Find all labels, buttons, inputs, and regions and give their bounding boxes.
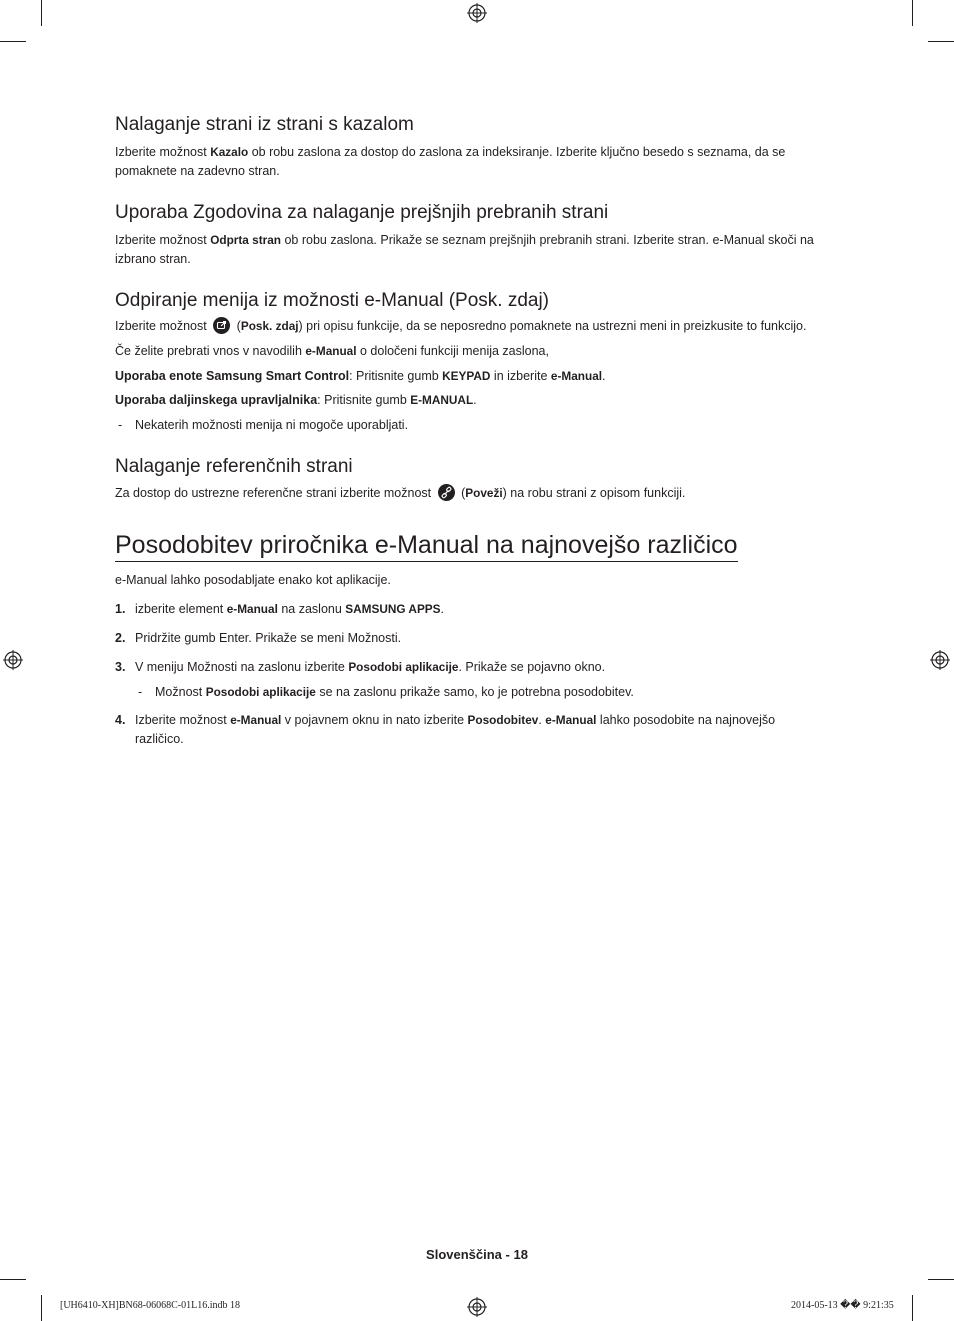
emanual-term: e-Manual: [550, 369, 603, 383]
crop-mark: [41, 1295, 42, 1321]
posodobitev-term: Posodobitev: [467, 713, 539, 727]
text-run: .: [538, 713, 546, 727]
text-run: se na zaslonu prikaže samo, ko je potrebna posodobitev.: [315, 685, 634, 699]
samsung-apps-term: SAMSUNG APPS: [345, 602, 441, 616]
text-run: lahko posodobite na najnovejšo različico.: [135, 713, 776, 746]
step-4: [135, 711, 800, 749]
odprta-stran-option: Odprta stran: [210, 233, 281, 247]
text-run: : Pritisnite gumb: [349, 369, 443, 383]
text-run: v pojavnem oknu in nato izberite: [281, 713, 468, 727]
page-number: Slovenščina - 18: [426, 1247, 528, 1262]
registration-mark-icon: [930, 650, 950, 670]
emanual-button-term: E-MANUAL: [410, 393, 474, 407]
text-run: .: [602, 369, 606, 383]
text-run: Pridržite gumb Enter. Prikaže se meni Možnosti.: [135, 631, 402, 645]
text-run: na zaslonu: [277, 602, 346, 616]
crop-mark: [928, 1279, 954, 1280]
step-1: [135, 600, 835, 619]
main-title: Posodobitev priročnika e-Manual na najnovejšo različico: [115, 531, 738, 562]
text-run: ) pri opisu funkcije, da se neposredno pomaknete na ustrezni meni in preizkusite to funkcijo.: [298, 319, 807, 333]
text-run: Če želite prebrati vnos v navodilih: [115, 344, 306, 358]
text-run: .: [440, 602, 445, 616]
try-now-icon: [213, 317, 230, 334]
text-run: Izberite možnost: [135, 713, 231, 727]
registration-mark-icon: [3, 650, 23, 670]
note-dash: -: [138, 685, 143, 699]
text-run: o določeni funkciji menija zaslona,: [356, 344, 549, 358]
text-run: V meniju Možnosti na zaslonu izberite: [135, 660, 349, 674]
link-icon: [438, 484, 455, 501]
emanual-term: e-Manual: [545, 713, 597, 727]
text-run: in izberite: [490, 369, 551, 383]
text-run: (: [236, 319, 241, 333]
registration-mark-icon: [467, 1297, 487, 1317]
section-text-zgodovina: [115, 231, 835, 269]
step-number: 3.: [115, 660, 126, 674]
crop-mark: [41, 0, 42, 26]
section-text-kazalo: [115, 143, 835, 181]
step-2: [135, 629, 835, 648]
section-text-emanual-entry: [115, 342, 835, 361]
remote-control-label: Uporaba daljinskega upravljalnika: [115, 393, 318, 407]
emanual-term: e-Manual: [305, 344, 357, 358]
print-slug-date: 2014-05-13 �� 9:21:35: [791, 1300, 894, 1311]
emanual-term: e-Manual: [230, 713, 282, 727]
step-3: [135, 658, 835, 677]
smart-control-label: Uporaba enote Samsung Smart Control: [115, 369, 350, 383]
smart-control-instruction: [115, 367, 835, 386]
text-run: ) na robu strani z opisom funkciji.: [502, 486, 686, 500]
text-run: Izberite možnost: [115, 319, 211, 333]
crop-mark: [0, 41, 26, 42]
section-heading-posk-zdaj: Odpiranje menija iz možnosti e-Manual (Posk. zdaj): [115, 290, 550, 311]
main-intro: e-Manual lahko posodabljate enako kot aplikacije.: [115, 573, 391, 587]
text-run: izberite element: [135, 602, 227, 616]
remote-control-instruction: [115, 391, 835, 410]
text-run: Izberite možnost: [115, 145, 211, 159]
text-run: (: [461, 486, 466, 500]
text-run: ob robu zaslona. Prikaže se seznam prejšnjih prebranih strani. Izberite stran. e-Manual skoči na izbrano stran.: [115, 233, 814, 266]
kazalo-option: Kazalo: [210, 145, 249, 159]
step-number: 4.: [115, 713, 126, 727]
posodobi-aplikacije-term: Posodobi aplikacije: [205, 685, 316, 699]
note-text: Nekaterih možnosti menija ni mogoče uporabljati.: [135, 418, 409, 432]
povezi-option: Poveži: [465, 486, 503, 500]
text-run: Za dostop do ustrezne referenčne strani izberite možnost: [115, 486, 435, 500]
registration-mark-icon: [467, 3, 487, 23]
section-heading-reference: Nalaganje referenčnih strani: [115, 456, 353, 477]
crop-mark: [928, 41, 954, 42]
text-run: . Prikaže se pojavno okno.: [458, 660, 606, 674]
print-slug-file: [UH6410-XH]BN68-06068C-01L16.indb 18: [60, 1300, 240, 1311]
crop-mark: [912, 0, 913, 26]
section-text-posk-zdaj: [115, 317, 835, 336]
posodobi-aplikacije-term: Posodobi aplikacije: [348, 660, 459, 674]
emanual-term: e-Manual: [226, 602, 278, 616]
note-dash: -: [118, 418, 123, 432]
posk-zdaj-option: Posk. zdaj: [240, 319, 299, 333]
text-run: ob robu zaslona za dostop do zaslona za indeksiranje. Izberite ključno besedo s seznama, da se pomaknete na zadevno stran.: [115, 145, 786, 178]
section-text-reference: [115, 484, 835, 503]
step-number: 1.: [115, 602, 126, 616]
crop-mark: [912, 1295, 913, 1321]
crop-mark: [0, 1279, 26, 1280]
section-heading-zgodovina: Uporaba Zgodovina za nalaganje prejšnjih prebranih strani: [115, 202, 609, 223]
step-number: 2.: [115, 631, 126, 645]
text-run: : Pritisnite gumb: [317, 393, 411, 407]
text-run: Izberite možnost: [115, 233, 211, 247]
section-heading-kazalo: Nalaganje strani iz strani s kazalom: [115, 114, 414, 135]
step-3-note: [155, 683, 835, 702]
keypad-button-term: KEYPAD: [442, 369, 491, 383]
text-run: .: [473, 393, 477, 407]
text-run: Možnost: [155, 685, 206, 699]
